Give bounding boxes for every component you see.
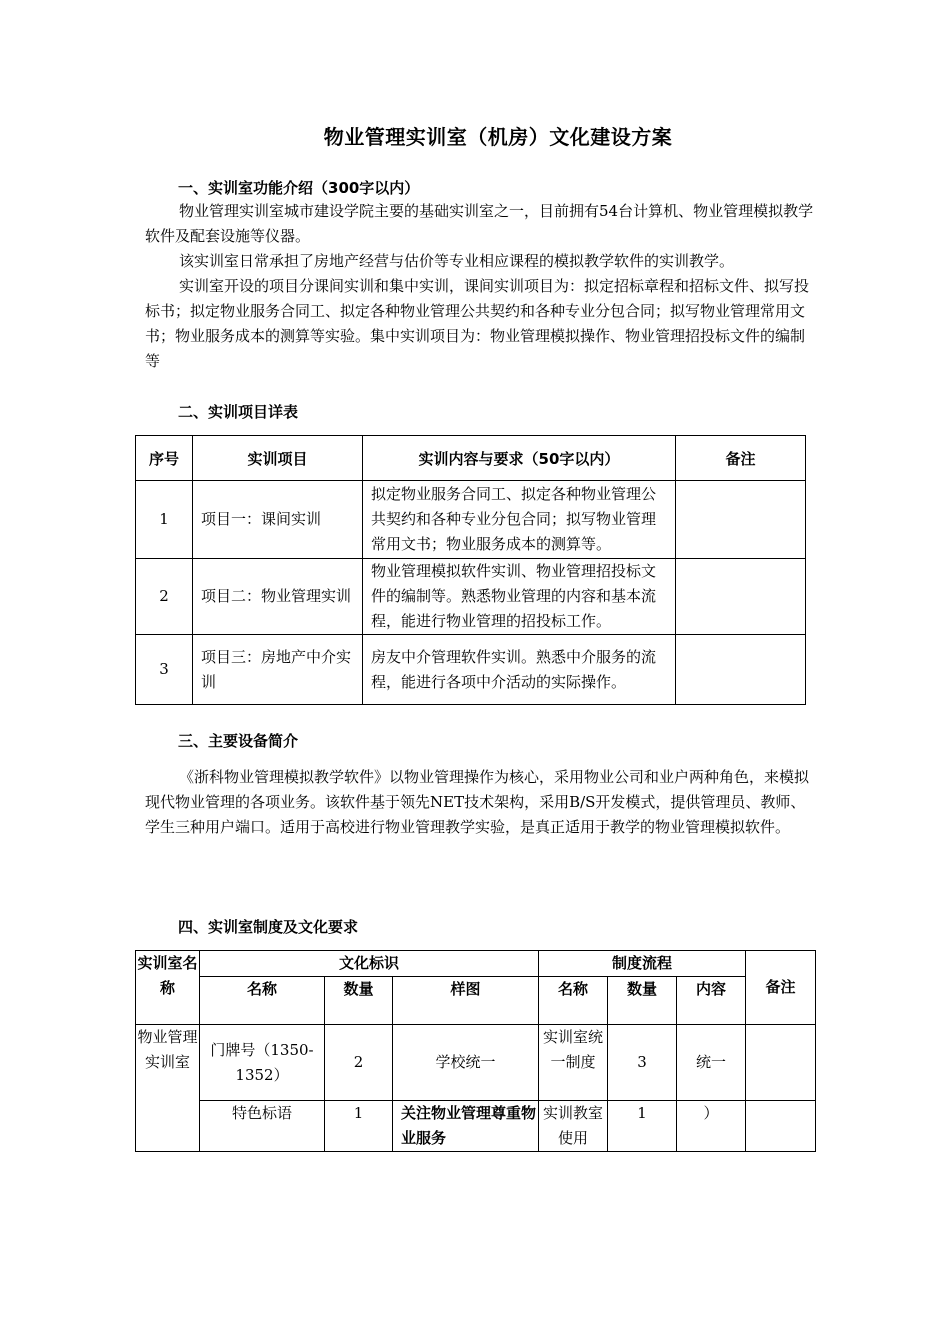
system-content: ）: [677, 1101, 746, 1152]
system-name: 实训教室使用: [539, 1101, 608, 1152]
header-room-name: 实训室名称: [136, 951, 200, 1025]
row-number: 2: [136, 559, 193, 635]
header-cell: 备注: [676, 436, 806, 481]
table-row: [136, 635, 806, 705]
culture-sample: 学校统一: [393, 1025, 539, 1101]
project-name: 项目三：房地产中介实训: [193, 635, 363, 705]
room-name: 物业管理实训室: [136, 1025, 200, 1152]
table-row: [136, 481, 806, 559]
project-content: 房友中介管理软件实训。熟悉中介服务的流程，能进行各项中介活动的实际操作。: [363, 635, 676, 705]
section-1-heading: 一、实训室功能介绍（300字以内）: [178, 179, 420, 197]
table-subheader-row: [136, 977, 816, 1025]
header-system-process: 制度流程: [539, 951, 746, 977]
culture-name: 特色标语: [200, 1101, 325, 1152]
system-qty: 1: [608, 1101, 677, 1152]
header-cell: 实训内容与要求（50字以内）: [363, 436, 676, 481]
table-row: [136, 1025, 816, 1101]
table-row: [136, 559, 806, 635]
header-cell: 内容: [677, 977, 746, 1025]
project-note: [676, 481, 806, 559]
header-cell: 名称: [200, 977, 325, 1025]
page-title: 物业管理实训室（机房）文化建设方案: [323, 125, 673, 149]
culture-qty: 2: [325, 1025, 393, 1101]
project-content: 物业管理模拟软件实训、物业管理招投标文件的编制等。熟悉物业管理的内容和基本流程，能进行物业管理的招投标工作。: [363, 559, 676, 635]
header-cell: 序号: [136, 436, 193, 481]
header-note: 备注: [746, 951, 816, 1025]
project-name: 项目一：课间实训: [193, 481, 363, 559]
training-projects-table: [135, 435, 806, 705]
section-3-heading: 三、主要设备简介: [178, 732, 299, 750]
header-cell: 数量: [325, 977, 393, 1025]
project-content: 拟定物业服务合同工、拟定各种物业管理公共契约和各种专业分包合同；拟写物业管理常用文书；物业服务成本的测算等。: [363, 481, 676, 559]
header-cell: 样图: [393, 977, 539, 1025]
culture-requirements-table: [135, 950, 816, 1152]
section-1-paragraph-2: 该实训室日常承担了房地产经营与估价等专业相应课程的模拟教学软件的实训教学。: [179, 252, 735, 270]
project-name: 项目二：物业管理实训: [193, 559, 363, 635]
section-1-paragraph-1: 物业管理实训室城市建设学院主要的基础实训室之一，目前拥有54台计算机、物业管理模拟教学软件及配套设施等仪器。: [145, 202, 814, 245]
section-4-heading: 四、实训室制度及文化要求: [178, 918, 359, 936]
row-number: 3: [136, 635, 193, 705]
system-qty: 3: [608, 1025, 677, 1101]
row-note: [746, 1025, 816, 1101]
system-content: 统一: [677, 1025, 746, 1101]
section-1-paragraph-3: 实训室开设的项目分课间实训和集中实训，课间实训项目为：拟定招标章程和招标文件、拟写投标书；拟定物业服务合同工、拟定各种物业管理公共契约和各种专业分包合同；拟写物业管理常用文书；物业服务成本的测算等实验。集中实训项目为：物业管理模拟操作、物业管理招投标文件的编制等: [145, 277, 810, 370]
table-header-row: [136, 436, 806, 481]
section-3-paragraph: 《浙科物业管理模拟教学软件》以物业管理操作为核心，采用物业公司和业户两种角色，来模拟现代物业管理的各项业务。该软件基于领先NET技术架构，采用B/S开发模式，提供管理员、教师、学生三种用户端口。适用于高校进行物业管理教学实验，是真正适用于教学的物业管理模拟软件。: [145, 768, 810, 836]
project-note: [676, 635, 806, 705]
section-2-heading: 二、实训项目详表: [178, 403, 299, 421]
culture-qty: 1: [325, 1101, 393, 1152]
culture-name: 门牌号（1350-1352）: [200, 1025, 325, 1101]
row-note: [746, 1101, 816, 1152]
row-number: 1: [136, 481, 193, 559]
system-name: 实训室统一制度: [539, 1025, 608, 1101]
culture-sample: 关注物业管理尊重物业服务: [393, 1101, 539, 1152]
project-note: [676, 559, 806, 635]
table-header-row: [136, 951, 816, 977]
header-cell: 实训项目: [193, 436, 363, 481]
table-row: [136, 1101, 816, 1152]
header-cell: 名称: [539, 977, 608, 1025]
header-culture-mark: 文化标识: [200, 951, 539, 977]
header-cell: 数量: [608, 977, 677, 1025]
